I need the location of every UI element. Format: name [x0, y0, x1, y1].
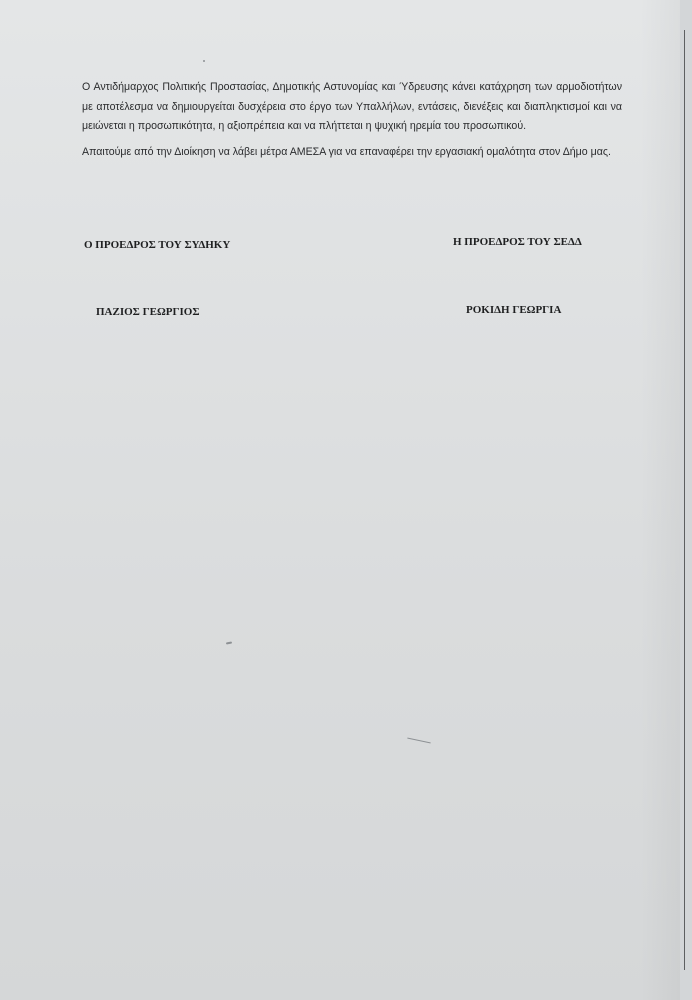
page-shadow — [640, 0, 680, 1000]
document-body — [82, 78, 622, 168]
page-edge-line — [684, 30, 685, 970]
dust-speck — [203, 60, 205, 62]
paragraph-demand: Απαιτούμε από την Διοίκηση να λάβει μέτρα ΑΜΕΣΑ για να επαναφέρει την εργασιακή ομαλότητα στον Δήμο μας. — [82, 145, 611, 158]
signature-name-left: ΠΑΖΙΟΣ ΓΕΩΡΓΙΟΣ — [96, 306, 200, 318]
signature-title-left: Ο ΠΡΟΕΔΡΟΣ ΤΟΥ ΣΥΔΗΚΥ — [84, 239, 231, 251]
signature-name-right: ΡΟΚΙΔΗ ΓΕΩΡΓΙΑ — [466, 304, 562, 316]
dust-speck — [407, 738, 431, 744]
paragraph-complaint: Ο Αντιδήμαρχος Πολιτικής Προστασίας, Δημοτικής Αστυνομίας και Ύδρευσης κάνει κατάχρηση των αρμοδιοτήτων με αποτέλεσμα να δημιουργείται δυσχέρεια στο έργο των Υπαλλήλων, εντάσεις, διενέξεις και διαπληκτισμοί και να μειώνεται η προσωπικότητα, η αξιοπρέπεια και να πλήττεται η ψυχική ηρεμία του προσωπικού. — [82, 81, 622, 132]
dust-speck — [226, 641, 232, 644]
signature-title-right: Η ΠΡΟΕΔΡΟΣ ΤΟΥ ΣΕΔΔ — [453, 236, 582, 248]
